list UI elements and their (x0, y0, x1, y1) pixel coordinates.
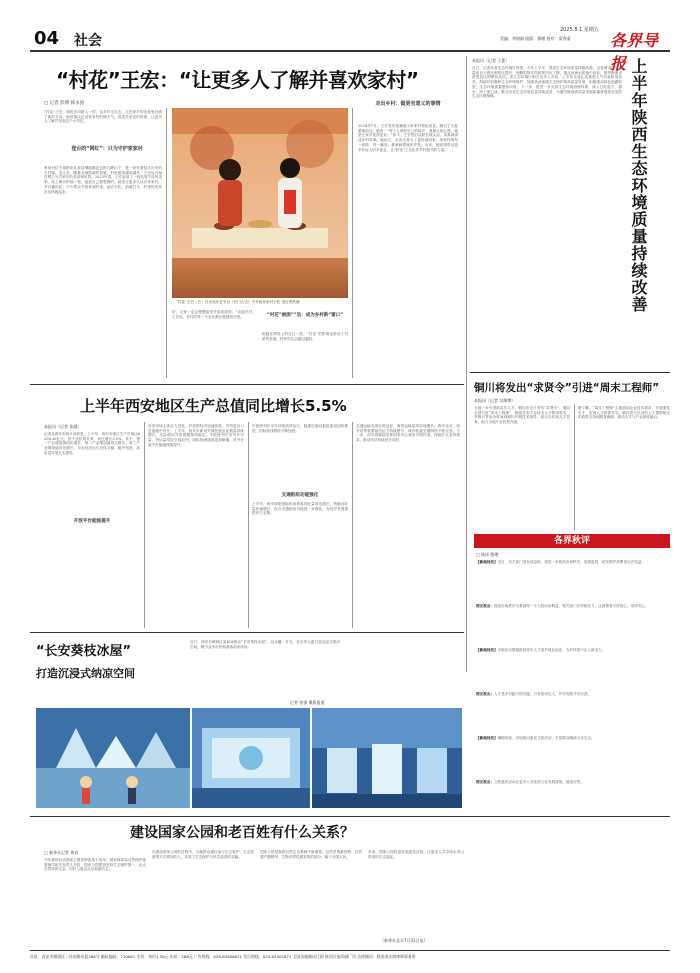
middle-subhead-1: 开放平台能级提升 (73, 519, 111, 524)
comment-item-label: 【新闻回放】 (476, 736, 498, 740)
lead-col1-text: “村花”王宏，和很多同龄人一样，从乡村走出去，又在家乡的变化里找到了新的方向。她用镜头记录家家村的烟火气，讲述乡亲们的故事，让更多人了解并喜欢这个小村庄。 (44, 110, 162, 124)
middle-col2: 各类市场主体活力迸发，开放型经济加速发展，外贸进出口总值稳中有升。上半年，西安市新设外商投资企业数量持续增长，实际使用外资规模保持稳定。中欧班列长安号开行量、货运量均居全国前列，国际物流通道更加畅通，对外开放平台能级持续提升。 (148, 424, 244, 447)
stage-photo-image (172, 108, 348, 298)
section-name: 社会 (74, 33, 102, 49)
weekend-col1: 为进一步引进高层次人才，铜川市近日发布“求贤令”，面向全国引进“周末工程师”，鼓励各类专业技术人才利用周末、节假日等业余时间到铜川开展技术指导、项目合作和人才培养，助力当地产业转型升级。 (474, 406, 570, 425)
comment-item-label: 网友观点： (476, 692, 494, 696)
right-article-byline: 本报讯（记者 王蕾） (472, 58, 510, 63)
changan-credit: 记者 张强 摄影报道 (290, 700, 325, 705)
page-number: 04 (34, 28, 60, 49)
comment-list (476, 560, 670, 860)
middle-headline: 上半年西安地区生产总值同比增长5.5% (80, 397, 347, 415)
footer-rule (30, 950, 670, 951)
lead-col4-text: 2024年7月，王宏发布视频展示家家村特色美食，吸引了大批游客前往。她说：“每个人都有自己的故乡，我最大的心愿，就是让家乡变得更好。”如今，王宏依旧活跃在镜头前，用真诚讲述乡村故事。她坦言，走出去是为了更好地回来，家家村的每一块砖、每一碗饭，都承载着她的乡愁。未来，她希望带动更多年轻人回乡创业，让“村花”之名化作乡村振兴的力量。 (358, 124, 458, 152)
lead-photo (172, 108, 348, 298)
lead-photo-caption: “村花”王宏（右）在央视综艺节目《开门大吉》中介绍家家村小吃 受访者供图 (176, 300, 300, 304)
comment-item: 网友观点：文旅惠民活动让更多人享受到文化发展成果，值得点赞。 (476, 780, 584, 784)
middle-divider-3 (352, 422, 353, 628)
middle-col1: 记者从西安市统计局获悉，上半年，西安市地区生产总值达6358.36亿元，按不变价格计算，同比增长5.5%。其中，第一产业增加值同比增长，第二产业增加值同比增长，第三产业增加值同比增长。全市经济运行总体平稳、稳中有进，高质量发展扎实推进。 (44, 432, 140, 455)
comment-item-label: 【新闻回放】 (476, 560, 498, 564)
weekend-byline: 本报讯（记者 吴维博） (474, 398, 516, 403)
bottom-headline: 建设国家公园和老百姓有什么关系？ (130, 825, 354, 841)
masthead-rule (30, 50, 670, 52)
changan-photo-2 (192, 708, 310, 808)
changan-subheadline: 打造沉浸式纳凉空间 (36, 667, 135, 680)
right-banner-text: 上半年陕西生态环境质量持续改善 (629, 58, 648, 313)
comment-item: 网友观点：规范市场秩序关系到每一个人的切身利益，相关部门应持续发力，让消费者买得放心、用得安心。 (476, 604, 649, 608)
bottom-col1: 今年我国启动国家公园体制改革十周年。国家林草局自然保护地管理司相关负责人介绍，国家公园建设坚持生态保护第一，让大自然休养生息，同时与周边社区和谐共生。 (44, 858, 146, 872)
comment-item: 【新闻回放】近日，有关部门发布消息称，将进一步规范市场秩序，加强监管，切实维护消费者合法权益。 (476, 560, 645, 564)
ice-interior-photo-image (312, 708, 462, 808)
comment-item: 网友观点：人才是乡村振兴的关键，只有留得住人，乡村发展才有后劲。 (476, 692, 591, 696)
right-lower-divider (466, 372, 467, 672)
issue-date: 2025.8.1 星期五 (560, 27, 599, 33)
middle-top-rule (30, 384, 464, 385)
comment-item-label: 网友观点： (476, 780, 494, 784)
changan-photo-3 (312, 708, 462, 808)
comment-byline: □ 杨泽 整理 (476, 552, 499, 557)
lead-subhead-2: “村花”被困“”后：成为乡村新“窗口” (266, 313, 344, 318)
right-top-rule (470, 372, 670, 373)
comment-item: 【新闻回放】暑期来临，多地推出惠民文旅活动，丰富群众精神文化生活。 (476, 736, 595, 740)
weekend-headline: 铜川将发出“求贤令”引进“周末工程师” (474, 382, 660, 394)
weekend-divider (574, 404, 575, 530)
lead-divider-2 (352, 108, 353, 378)
comment-header: 各界秋评 (553, 536, 590, 546)
changan-box (36, 640, 186, 710)
ice-sculpture-photo-image (192, 708, 310, 808)
lead-col3-text: 和她在网络上的走红一样，“村花”的影响也带动了村里的发展，村民的生活越过越好。 (262, 332, 348, 341)
middle-col3b: 上半年，西安咸阳国际机场旅客吞吐量同比增长，货邮吞吐量快速增长，综合交通枢纽功能进一步强化，为经济发展提供有力支撑。 (252, 502, 348, 516)
ice-house-photo-image (36, 708, 190, 808)
right-banner-headline (628, 58, 668, 358)
bottom-source: （新华社北京7月31日电） (380, 938, 428, 943)
lead-col2-text: 好，大家一定会慢慢接受并喜欢我的。”谈起乡村，王宏说，乡村的每一个变化都让她感到自豪。 (172, 310, 256, 319)
lead-byline: □ 记者 彭博 韩永国 (44, 101, 85, 106)
middle-col3: 中欧班列长安号持续高效运行，陆港空港双枢纽建设加快推进，国际航线网络不断加密。 (252, 424, 348, 433)
changan-text: 近日，西安市碑林区某商场推出“长安葵枝冰屋”，以冰雕、灯光、音乐等元素打造沉浸式纳凉空间，吸引众多市民和游客前来体验。 (190, 640, 340, 649)
bottom-col2: 在建设国家公园的过程中，当地群众通过参与生态管护、生态旅游等方式增加收入，实现了生态保护与民生改善的双赢。 (152, 850, 254, 859)
middle-byline: 本报讯（记者 张涵） (44, 424, 82, 429)
comment-item-label: 网友观点： (476, 604, 494, 608)
bottom-top-rule (30, 816, 670, 817)
footer-info: 社址：西安市雁塔区二环南路东段388号 邮政编码：710061 定价：每份1.30元 年价：268元 广告热线：029-63908671 发行热线：029-63302671 全国各地邮局订阅 陕西日报印刷厂印 法律顾问：陕西省法润律师事务所 (30, 954, 416, 959)
comment-item-label: 【新闻回放】 (476, 648, 498, 652)
middle-divider-1 (144, 422, 145, 628)
paper-logo: 各界导报 (610, 31, 659, 73)
lead-divider-1 (166, 108, 167, 378)
weekend-col2: 据了解，“周末工程师”主要面向企业技术需求，开展柔性引才，实现人才资源共享。铜川将为引进的人才提供相应的政策支持和服务保障，推动人才与产业深度融合。 (578, 406, 670, 420)
bottom-col4: 未来，国家公园将更好地惠及百姓，让更多人共享绿水青山带来的生态福祉。 (368, 850, 464, 859)
middle-subhead-2: 交通枢纽功能强化 (281, 493, 319, 498)
right-article-body: 近日，记者从省生态环境厅获悉，今年上半年，我省生态环境质量持续改善。全省城市空气质量优良天数比例同比提升，细颗粒物平均浓度同比下降，重点河流水质稳中向好，国考断面水质优良比例保持高位。省生态环境厅相关负责人介绍，上半年全省扎实推进大气污染防治攻坚，持续开展秦岭生态环境保护，加强黄河流域生态保护和高质量发展，积极推动绿色低碳转型，生态环境质量整体向好。下一步，将进一步完善生态环境治理体系，深入打好蓝天、碧水、净土保卫战，推动全省生态环境质量持续改善，为谱写陕西高质量发展新篇章提供坚实的生态环境保障。 (472, 66, 622, 99)
lead-subhead-3: 走出乡村：做更有意义的事情 (375, 101, 441, 107)
lead-col1-text-2: 家家村位于咸阳市礼泉县烟霞镇北边的九嵕山下，是一处有着悠久历史的古村落。近几年，随着全域旅游的发展，村里游客越来越多，王宏也开始在网上分享家乡的美食和风景。2023年春，王宏参加了一档电视节目的录制，站上舞台的那一刻，她说自己最想做的，就是让更多人认识家家村。节目播出后，不少观众专程来到村里，品尝小吃、拍照打卡，村里的农家乐也热闹起来。 (44, 166, 162, 194)
changan-headline: “长安葵枝冰屋” (36, 644, 132, 659)
comment-header-box (474, 534, 670, 548)
comment-item: 【新闻回放】多地出台措施鼓励青年人才返乡就业创业，为乡村振兴注入新活力。 (476, 648, 606, 652)
lead-subhead-1: 登台的“网红”：只为守护家家村 (71, 146, 143, 152)
middle-col4: 交通运输发展态势良好，客货运输量均实现增长。西安北站、西安站等重要枢纽运力持续提升，城市轨道交通网络不断完善。下一步，西安将继续发挥国家中心城市引领作用，持续扩大有效需求，推动经济持续回升向好。 (356, 424, 460, 443)
changan-photo-1 (36, 708, 190, 808)
lead-headline: “村花”王宏：“让更多人了解并喜欢家村” (56, 68, 419, 92)
staff-credits: 美编：李娟娟 组版：邢雁 校对：梁秀丽 (500, 36, 571, 41)
bottom-byline: □ 新华社记者 黄启 (44, 850, 79, 855)
middle-divider-2 (248, 422, 249, 628)
right-column-divider (466, 56, 467, 372)
changan-top-rule (30, 632, 464, 633)
bottom-col3: 国家公园是我国自然生态系统中最重要、自然景观最独特、自然遗产最精华、生物多样性最富集的部分，属于全国人民。 (260, 850, 362, 859)
